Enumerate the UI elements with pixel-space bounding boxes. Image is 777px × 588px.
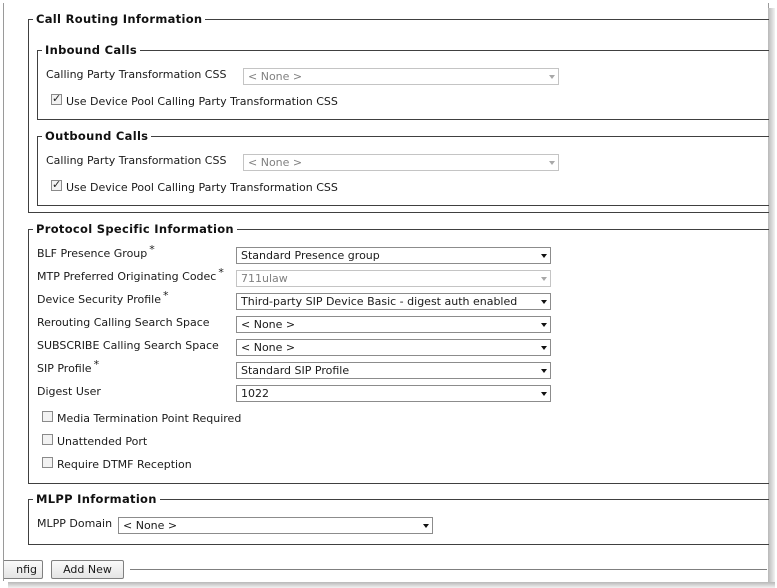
require-dtmf-checkbox[interactable] [42,457,53,468]
inbound-css-label: Calling Party Transformation CSS [46,68,227,81]
inbound-css-value: < None > [248,70,303,83]
chevron-down-icon [541,300,547,304]
subscribe-css-label: SUBSCRIBE Calling Search Space [37,339,219,352]
inbound-use-pool-checkbox[interactable] [51,94,62,105]
outbound-use-pool-label: Use Device Pool Calling Party Transformation CSS [66,181,338,194]
config-button[interactable]: nfig [4,560,43,579]
chevron-down-icon [541,254,547,258]
outbound-use-pool-checkbox[interactable] [51,180,62,191]
chevron-down-icon [541,323,547,327]
inbound-calls-legend: Inbound Calls [42,43,140,57]
digest-user-value: 1022 [241,387,269,400]
chevron-down-icon [423,524,429,528]
device-security-profile-label: Device Security Profile * [37,289,169,306]
mtp-required-checkbox[interactable] [42,411,53,422]
rerouting-css-select[interactable] [236,316,551,333]
chevron-down-icon [541,369,547,373]
sip-profile-label: SIP Profile * [37,358,100,375]
unattended-port-checkbox[interactable] [42,434,53,445]
device-security-profile-value: Third-party SIP Device Basic - digest auth enabled [241,295,518,308]
checkmark-icon: ✓ [52,178,62,191]
digest-user-label: Digest User [37,385,101,398]
chevron-down-icon [541,346,547,350]
outbound-css-value: < None > [248,156,303,169]
protocol-legend: Protocol Specific Information [33,222,237,236]
inbound-css-select[interactable] [243,68,559,85]
mlpp-domain-value: < None > [123,519,178,532]
checkmark-icon: ✓ [52,92,62,105]
device-security-profile-select[interactable] [236,293,551,310]
outbound-calls-legend: Outbound Calls [42,129,151,143]
mlpp-domain-label: MLPP Domain [37,517,113,530]
outbound-calls-fieldset [37,136,769,206]
mtp-codec-label: MTP Preferred Originating Codec * [37,266,224,283]
chevron-down-icon [541,277,547,281]
inbound-use-pool-label: Use Device Pool Calling Party Transformation CSS [66,95,338,108]
inbound-calls-fieldset [37,50,769,120]
button-row-divider [130,569,767,570]
subscribe-css-select[interactable] [236,339,551,356]
digest-user-select[interactable] [236,385,551,402]
add-new-button[interactable]: Add New [51,560,124,579]
sip-profile-value: Standard SIP Profile [241,364,350,377]
outbound-css-label: Calling Party Transformation CSS [46,154,227,167]
unattended-port-label: Unattended Port [57,435,148,448]
blf-presence-group-label: BLF Presence Group * [37,243,155,260]
subscribe-css-value: < None > [241,341,296,354]
frame-shadow-right [768,8,775,586]
blf-presence-group-select[interactable] [236,247,551,264]
mtp-codec-value: 711ulaw [241,272,288,285]
mtp-required-label: Media Termination Point Required [57,412,242,425]
outbound-css-select[interactable] [243,154,559,171]
rerouting-css-label: Rerouting Calling Search Space [37,316,210,329]
chevron-down-icon [549,75,555,79]
chevron-down-icon [541,392,547,396]
mtp-codec-select[interactable] [236,270,551,287]
mlpp-legend: MLPP Information [33,492,160,506]
blf-presence-group-value: Standard Presence group [241,249,380,262]
mlpp-domain-select[interactable] [118,517,433,534]
call-routing-legend: Call Routing Information [33,12,205,26]
require-dtmf-label: Require DTMF Reception [57,458,192,471]
chevron-down-icon [549,161,555,165]
frame-shadow-bottom [8,582,775,588]
rerouting-css-value: < None > [241,318,296,331]
sip-profile-select[interactable] [236,362,551,379]
